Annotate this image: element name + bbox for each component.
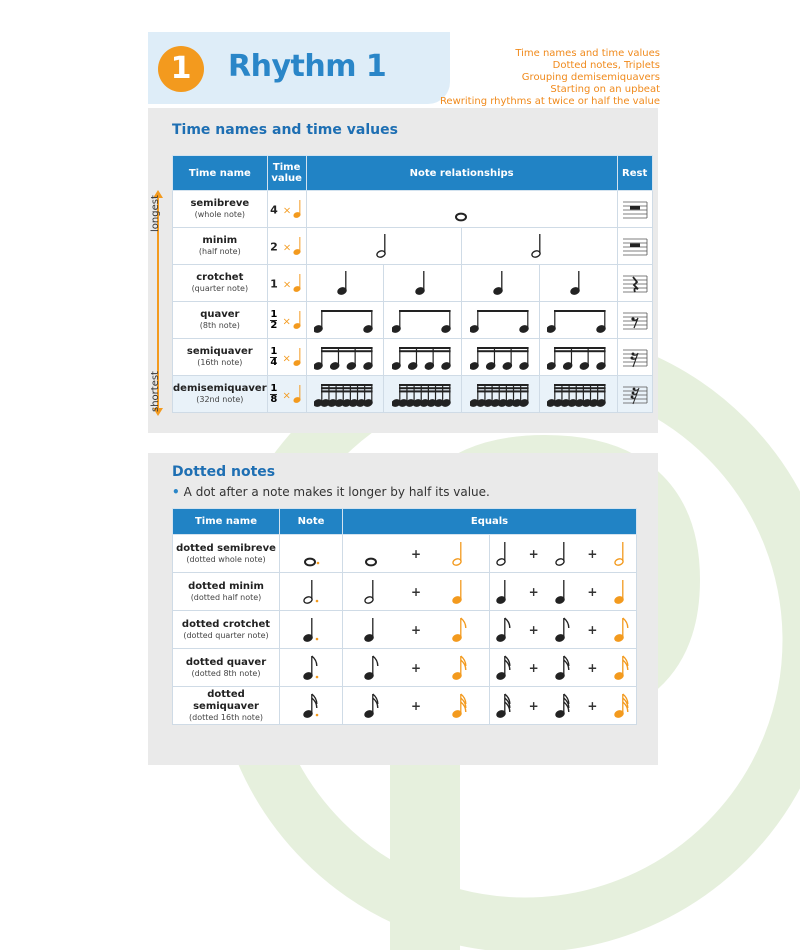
note-group xyxy=(462,302,540,338)
time-value-cell: 2 × xyxy=(267,228,306,265)
minim-rest-icon xyxy=(618,232,652,260)
time-name-cell: quaver (8th note) xyxy=(173,302,268,339)
section-title-time-names: Time names and time values xyxy=(172,122,398,138)
table-row xyxy=(173,228,653,265)
note-group xyxy=(307,376,385,412)
time-name-cell: dotted semibreve (dotted whole note) xyxy=(173,535,280,573)
col-header-time-value: Time value xyxy=(267,156,306,191)
rest-cell xyxy=(617,228,652,265)
topic-item: Time names and time values xyxy=(515,48,660,59)
note-group xyxy=(384,265,462,301)
col-header-note: Note xyxy=(280,509,343,535)
crotchet-rest-icon xyxy=(618,269,652,297)
header-banner xyxy=(148,32,450,104)
rest-cell xyxy=(617,302,652,339)
table-row xyxy=(173,191,653,228)
rest-cell xyxy=(617,265,652,302)
note-relationship-cell xyxy=(306,191,617,228)
note-group xyxy=(307,339,385,375)
col-header-time-name: Time name xyxy=(173,156,268,191)
col-header-time-name: Time name xyxy=(173,509,280,535)
time-name-cell: dotted minim (dotted half note) xyxy=(173,573,280,611)
time-value-cell: 4 × xyxy=(267,191,306,228)
table-row xyxy=(173,535,637,573)
demisemiquaver-rest-icon xyxy=(618,380,652,408)
time-name-cell: semiquaver (16th note) xyxy=(173,339,268,376)
equals-cell-b: + + xyxy=(490,573,637,611)
topic-item: Grouping demisemiquavers xyxy=(521,72,660,83)
note-relationship-cell xyxy=(306,265,617,302)
topic-item: Starting on an upbeat xyxy=(550,84,660,95)
quaver-rest-icon xyxy=(618,306,652,334)
note-relationship-cell xyxy=(306,228,617,265)
time-value-cell: $\frac{1}{2}$ × xyxy=(267,302,306,339)
table-row xyxy=(173,687,637,725)
equals-cell-b: + + xyxy=(490,687,637,725)
note-group xyxy=(384,302,462,338)
equals-cell-b: + + xyxy=(490,535,637,573)
table-row xyxy=(173,573,637,611)
note-group xyxy=(540,265,617,301)
time-name-cell: crotchet (quarter note) xyxy=(173,265,268,302)
time-name-cell: demisemiquaver (32nd note) xyxy=(173,376,268,413)
topics-list xyxy=(440,48,660,108)
note-group xyxy=(462,265,540,301)
time-name-cell: dotted crotchet (dotted quarter note) xyxy=(173,611,280,649)
note-relationship-cell xyxy=(306,302,617,339)
page-title: Rhythm 1 xyxy=(228,49,387,84)
table-row xyxy=(173,302,653,339)
time-values-table xyxy=(172,155,653,413)
note-group xyxy=(384,339,462,375)
dotted-note-cell xyxy=(280,573,343,611)
table-row xyxy=(173,611,637,649)
note-group xyxy=(540,376,617,412)
time-name-cell: semibreve (whole note) xyxy=(173,191,268,228)
table-row xyxy=(173,376,653,413)
col-header-note-relationships: Note relationships xyxy=(306,156,617,191)
time-value-cell: $\frac{1}{8}$ × xyxy=(267,376,306,413)
section-title-dotted-notes: Dotted notes xyxy=(172,464,276,480)
col-header-rest: Rest xyxy=(617,156,652,191)
note-group xyxy=(462,376,540,412)
table-row xyxy=(173,265,653,302)
equals-cell-a: + xyxy=(343,687,490,725)
dotted-note-cell xyxy=(280,687,343,725)
rest-cell xyxy=(617,339,652,376)
time-name-cell: dotted quaver (dotted 8th note) xyxy=(173,649,280,687)
note-group xyxy=(540,339,617,375)
time-name-cell: dotted semiquaver (dotted 16th note) xyxy=(173,687,280,725)
note-group xyxy=(307,302,385,338)
note-group xyxy=(307,265,385,301)
chapter-number: 1 xyxy=(158,46,204,92)
note-relationship-cell xyxy=(306,376,617,413)
equals-cell-a: + xyxy=(343,535,490,573)
axis-label-shortest: shortest xyxy=(150,371,161,412)
col-header-equals: Equals xyxy=(343,509,637,535)
semibreve-rest-icon xyxy=(618,195,652,223)
dotted-note-cell xyxy=(280,611,343,649)
axis-label-longest: longest xyxy=(150,195,161,232)
note-group xyxy=(462,339,540,375)
rest-cell xyxy=(617,191,652,228)
rest-cell xyxy=(617,376,652,413)
equals-cell-a: + xyxy=(343,573,490,611)
time-name-cell: minim (half note) xyxy=(173,228,268,265)
note-group xyxy=(384,376,462,412)
table-row xyxy=(173,649,637,687)
topic-item: Dotted notes, Triplets xyxy=(552,60,660,71)
semiquaver-rest-icon xyxy=(618,343,652,371)
note-group xyxy=(462,228,617,264)
equals-cell-a: + xyxy=(343,649,490,687)
topic-item: Rewriting rhythms at twice or half the value xyxy=(439,96,660,107)
note-relationship-cell xyxy=(306,339,617,376)
time-value-cell: 1 × xyxy=(267,265,306,302)
dotted-note-cell xyxy=(280,649,343,687)
table-row xyxy=(173,339,653,376)
dotted-notes-explanation: • A dot after a note makes it longer by half its value. xyxy=(172,485,490,499)
time-value-cell: $\frac{1}{4}$ × xyxy=(267,339,306,376)
dotted-note-cell xyxy=(280,535,343,573)
equals-cell-a: + xyxy=(343,611,490,649)
note-group xyxy=(307,228,463,264)
note-group xyxy=(540,302,617,338)
equals-cell-b: + + xyxy=(490,649,637,687)
dotted-notes-table xyxy=(172,508,637,725)
equals-cell-b: + + xyxy=(490,611,637,649)
